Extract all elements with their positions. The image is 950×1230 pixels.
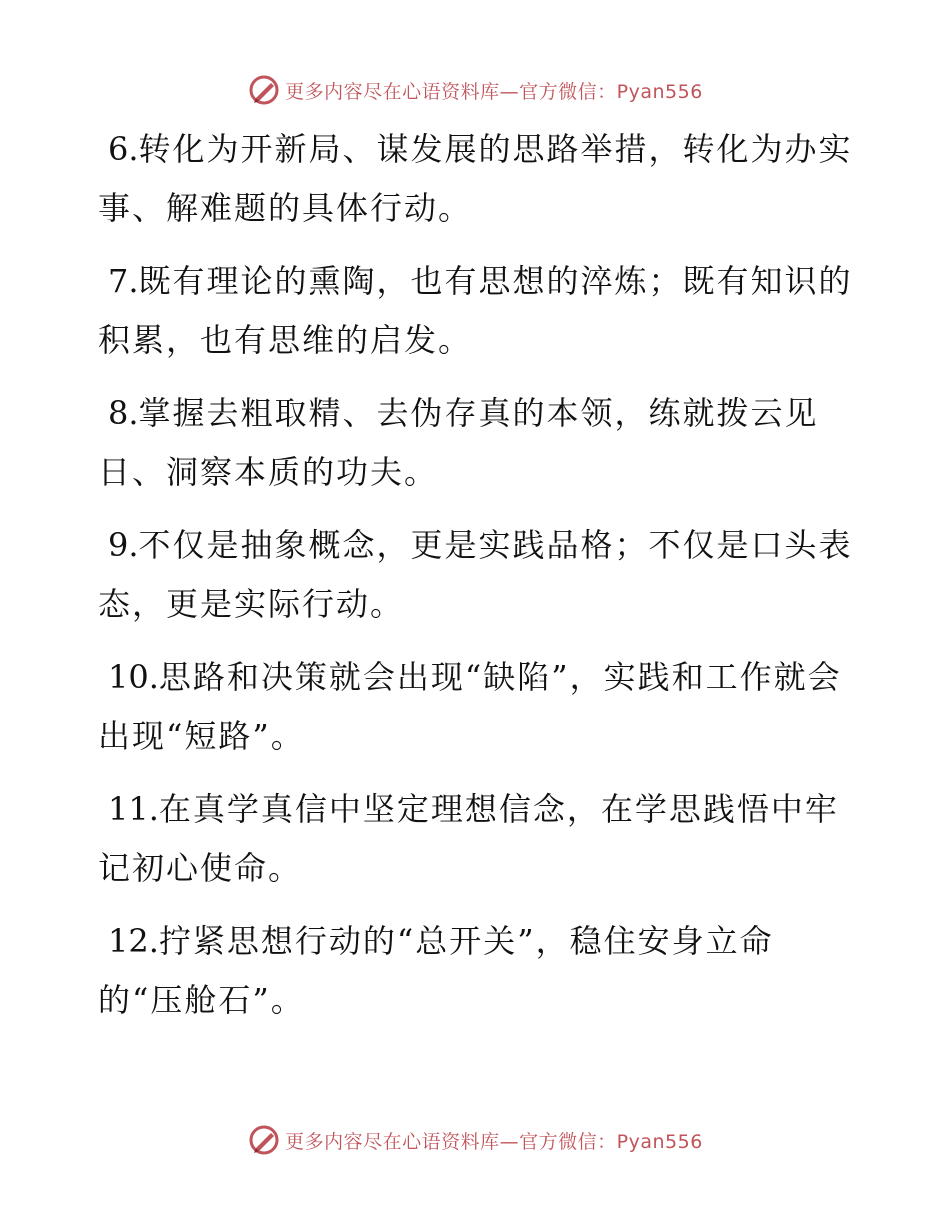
list-item-9: 9.不仅是抽象概念，更是实践品格；不仅是口头表态，更是实际行动。 — [98, 526, 853, 623]
footer-banner-text: 更多内容尽在心语资料库—官方微信：Pyan556 — [285, 1130, 703, 1153]
list-item-10: 10.思路和决策就会出现“缺陷”，实践和工作就会出现“短路”。 — [98, 658, 842, 755]
header-banner-text: 更多内容尽在心语资料库—官方微信：Pyan556 — [285, 80, 703, 103]
list-item-11: 11.在真学真信中坚定理想信念，在学思践悟中牢记初心使命。 — [98, 790, 839, 887]
header-watermark-banner — [0, 70, 950, 110]
list-item-6: 6.转化为开新局、谋发展的思路举措，转化为办实事、解难题的具体行动。 — [98, 130, 853, 227]
footer-watermark-banner — [0, 1120, 950, 1160]
list-item-7: 7.既有理论的熏陶，也有思想的淬炼；既有知识的积累，也有思维的启发。 — [98, 262, 853, 359]
document-body — [98, 120, 858, 1044]
list-item-8: 8.掌握去粗取精、去伪存真的本领，练就拨云见日、洞察本质的功夫。 — [98, 394, 819, 491]
pen-logo-icon — [247, 1123, 281, 1157]
list-item-12: 12.拧紧思想行动的“总开关”，稳住安身立命的“压舱石”。 — [98, 922, 774, 1019]
pen-logo-icon — [247, 73, 281, 107]
